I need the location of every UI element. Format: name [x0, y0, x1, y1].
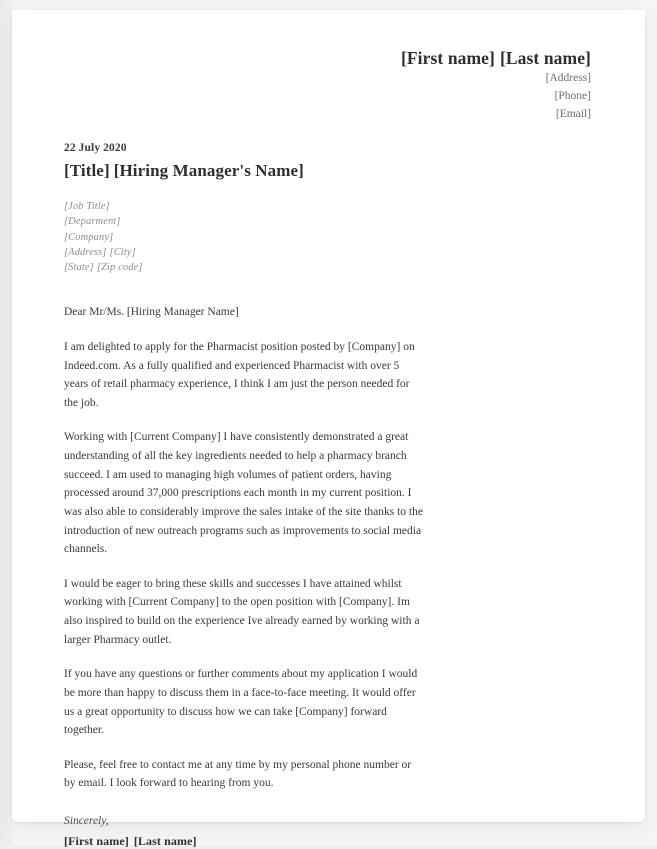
- sender-header: [401, 48, 591, 123]
- recipient-address: [Address]: [64, 246, 107, 258]
- sender-address: [Address]: [545, 71, 591, 84]
- document-sheet: [12, 10, 645, 849]
- letter-body: [64, 142, 424, 849]
- recipient-state-zip: [64, 260, 424, 275]
- letter-paragraph: If you have any questions or further comments about my application I would be more than happy to discuss them in a face-to-face meeting. It would offer us a great opportunity to discuss how we can take [Company] forward together.: [64, 668, 418, 737]
- recipient-city: [City]: [109, 246, 136, 258]
- recipient-department: [Deparment]: [64, 216, 121, 228]
- letter-signature: [64, 834, 424, 849]
- sender-name: [401, 48, 591, 70]
- document-page: [12, 10, 645, 849]
- recipient-zip: [Zip code]: [96, 262, 143, 274]
- letter-date: 22 July 2020: [64, 142, 127, 154]
- recipient-job-title: [Job Title]: [64, 201, 110, 213]
- recipient-title: [Title]: [64, 161, 110, 180]
- recipient-address-city: [64, 245, 424, 260]
- letter-paragraph: I would be eager to bring these skills and successes I have attained whilst working with [Current Company] to the open position with [Company]. Im also inspired to build on the experience Ive already earned by working with a larger Pharmacy outlet.: [64, 577, 420, 646]
- sender-first-name: [First name]: [400, 48, 495, 68]
- recipient-address-block: [64, 199, 424, 275]
- letter-salutation: Dear Mr/Ms. [Hiring Manager Name]: [64, 306, 239, 319]
- letter-paragraph: I am delighted to apply for the Pharmacist position posted by [Company] on Indeed.com. As a fully qualified and experienced Pharmacist with over 5 years of retail pharmacy experience, I think I am just the person needed for the job.: [64, 340, 415, 409]
- signature-first-name: [First name]: [64, 834, 129, 849]
- letter-paragraph: Please, feel free to contact me at any time by my personal phone number or by email. I look forward to hearing from you.: [64, 758, 412, 790]
- recipient-heading: [64, 160, 424, 181]
- sender-phone: [Phone]: [554, 89, 591, 102]
- sender-last-name: [Last name]: [499, 48, 591, 68]
- recipient-state: [State]: [64, 262, 94, 274]
- letter-paragraph: Working with [Current Company] I have consistently demonstrated a great understanding of all the key ingredients needed to help a pharmacy branch succeed. I am used to managing high volumes of patient orders, having processed around 37,000 prescriptions each month in my current position. I was also able to considerably improve the sales intake of the site thanks to the introduction of new outreach programs such as improvements to social media channels.: [64, 431, 423, 556]
- sender-email: [Email]: [555, 107, 591, 120]
- letter-closing: Sincerely,: [64, 815, 109, 828]
- letter-closing-block: [64, 815, 424, 849]
- recipient-name: [Hiring Manager's Name]: [113, 161, 304, 180]
- recipient-company: [Company]: [64, 231, 114, 243]
- signature-last-name: [Last name]: [133, 834, 197, 849]
